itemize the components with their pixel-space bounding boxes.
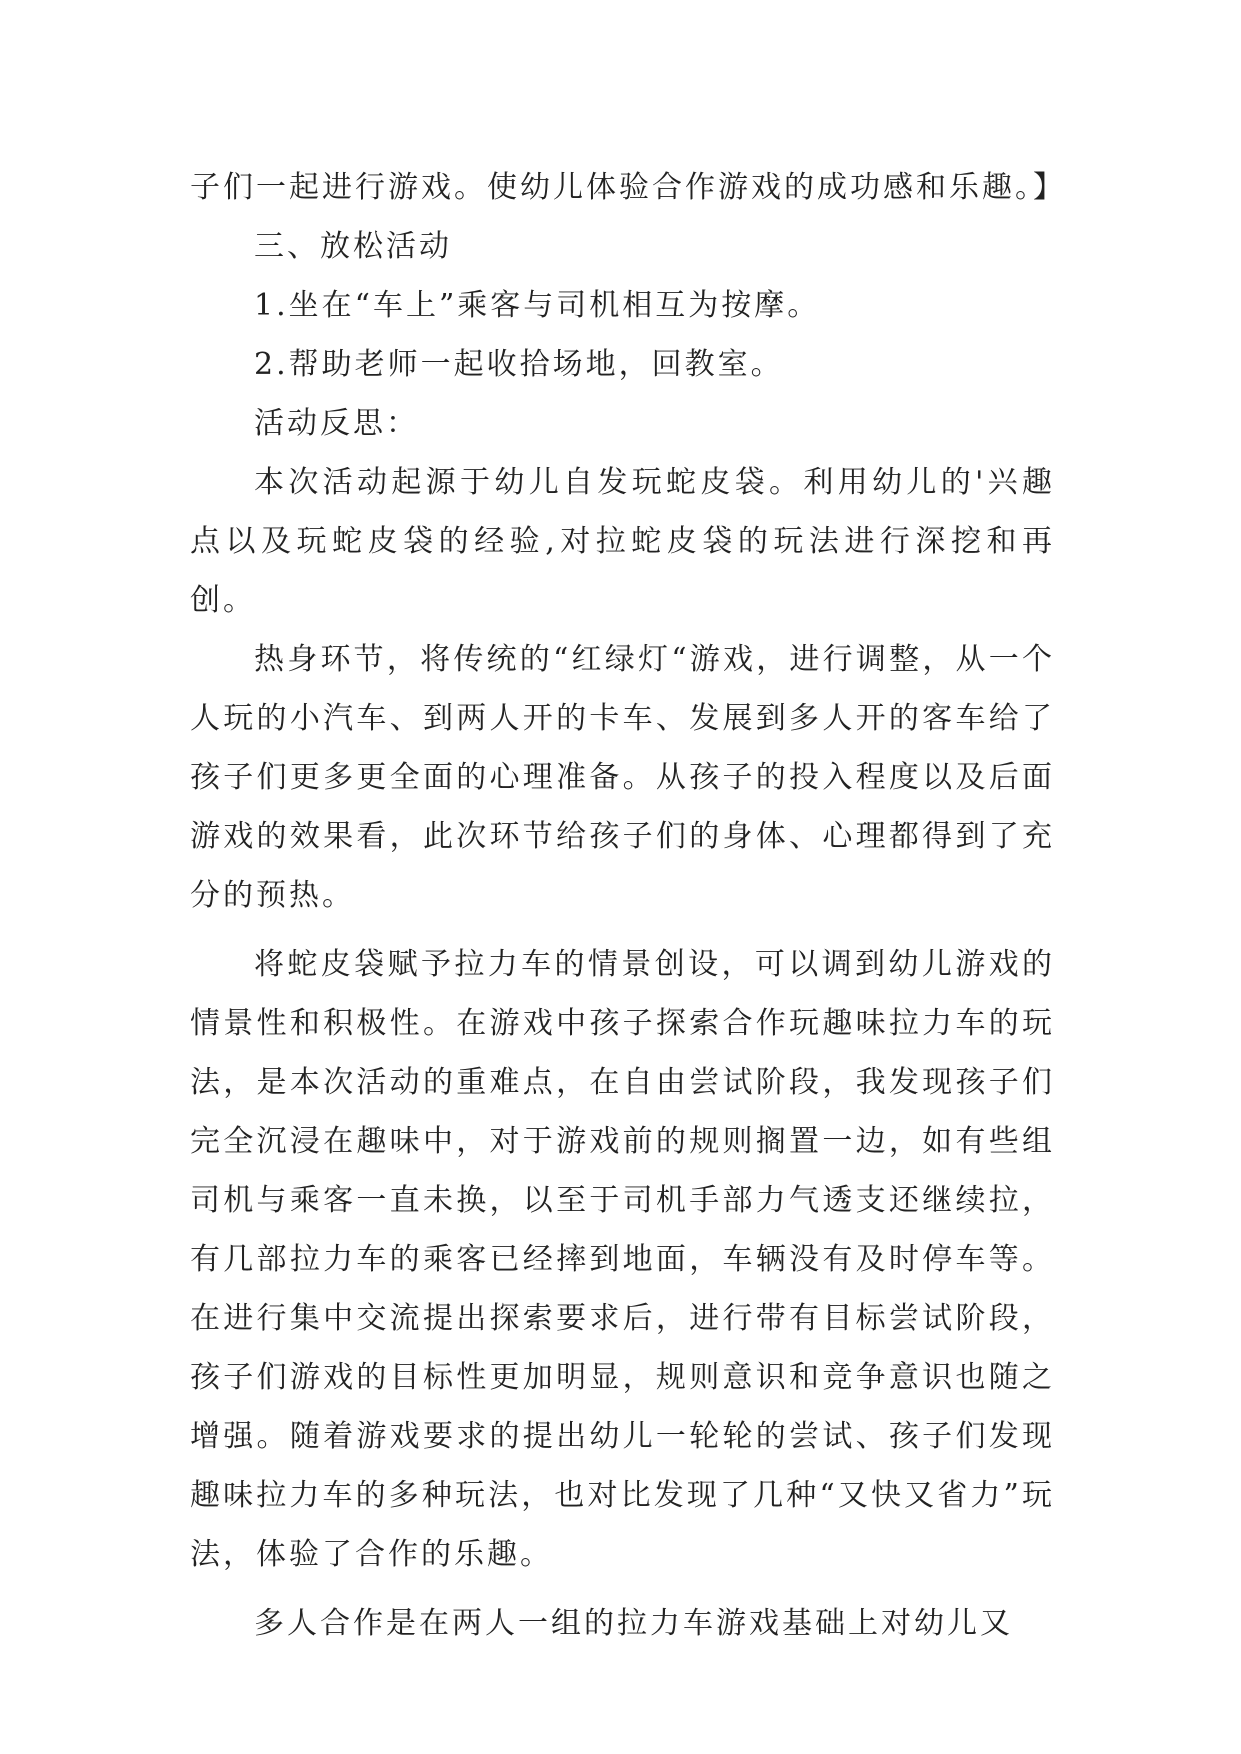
paragraph-warmup: 热身环节，将传统的“红绿灯“游戏，进行调整，从一个人玩的小汽车、到两人开的卡车、发展到多人开的客车给了孩子们更多更全面的心理准备。从孩子的投入程度以及后面游戏的效果看，此次环节给孩子们的身体、心理都得到了充分的预热。	[190, 642, 1055, 913]
list-item-1: 1.坐在“车上”乘客与司机相互为按摩。	[254, 288, 821, 323]
paragraph-cooperation: 多人合作是在两人一组的拉力车游戏基础上对幼儿又	[254, 1606, 1013, 1641]
paragraph-origin: 本次活动起源于幼儿自发玩蛇皮袋。利用幼儿的'兴趣点以及玩蛇皮袋的经验,对拉蛇皮袋的玩法进行深挖和再创。	[190, 465, 1055, 618]
document-body	[190, 158, 1066, 1653]
list-item-2: 2.帮助老师一起收拾场地，回教室。	[254, 347, 784, 382]
section-heading-reflection: 活动反思：	[254, 406, 419, 441]
paragraph-continuation: 子们一起进行游戏。使幼儿体验合作游戏的成功感和乐趣。】	[190, 170, 1066, 205]
section-heading-relax-activity: 三、放松活动	[254, 229, 452, 264]
paragraph-scenario: 将蛇皮袋赋予拉力车的情景创设，可以调到幼儿游戏的情景性和积极性。在游戏中孩子探索合作玩趣味拉力车的玩法，是本次活动的重难点，在自由尝试阶段，我发现孩子们完全沉浸在趣味中，对于游戏前的规则搁置一边，如有些组司机与乘客一直未换，以至于司机手部力气透支还继续拉，有几部拉力车的乘客已经摔到地面，车辆没有及时停车等。在进行集中交流提出探索要求后，进行带有目标尝试阶段，孩子们游戏的目标性更加明显，规则意识和竞争意识也随之增强。随着游戏要求的提出幼儿一轮轮的尝试、孩子们发现趣味拉力车的多种玩法，也对比发现了几种“又快又省力”玩法，体验了合作的乐趣。	[190, 947, 1055, 1572]
